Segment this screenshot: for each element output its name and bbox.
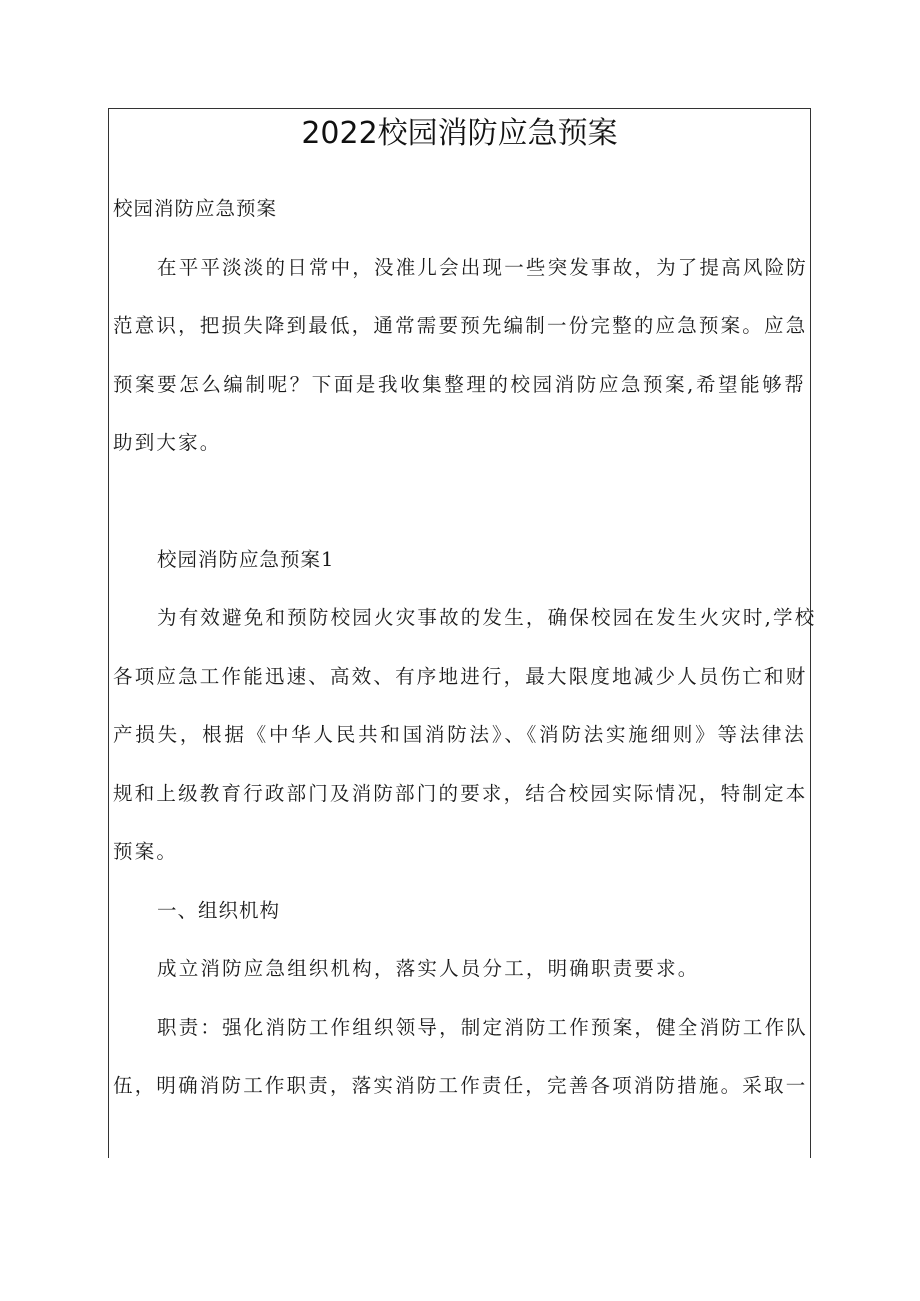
spacer [113,473,806,531]
purpose-line: 为有效避免和预防校园火灾事故的发生，确保校园在发生火灾时,学校 [157,606,817,629]
duty-line: 职责：强化消防工作组织领导，制定消防工作预案，健全消防工作队 [157,1015,809,1039]
intro-line: 预案要怎么编制呢？下面是我收集整理的校园消防应急预案,希望能够帮 [113,372,806,396]
intro-paragraph [113,239,809,473]
org-heading: 一、组织机构 [157,898,281,922]
purpose-line: 预案。 [113,840,179,863]
document-subtitle: 校园消防应急预案 [113,197,278,220]
intro-line: 助到大家。 [113,431,222,454]
org-paragraph [113,940,806,999]
org-line: 成立消防应急组织机构，落实人员分工，明确职责要求。 [157,957,700,980]
duty-line: 伍，明确消防工作职责，落实消防工作责任，完善各项消防措施。采取一 [113,1074,808,1097]
purpose-paragraph [113,589,817,882]
duty-paragraph [113,999,809,1116]
section-heading: 校园消防应急预案1 [157,547,335,571]
purpose-line: 规和上级教育行政部门及消防部门的要求，结合校园实际情况，特制定本 [113,781,808,805]
document-title: 2022校园消防应急预案 [301,116,618,151]
document-body [113,180,817,1116]
purpose-line: 产损失，根据《中华人民共和国消防法》、《消防法实施细则》等法律法 [113,723,806,746]
intro-line: 范意识，把损失降到最低，通常需要预先编制一份完整的应急预案。应急 [113,314,808,337]
purpose-line: 各项应急工作能迅速、高效、有序地进行，最大限度地减少人员伤亡和财 [113,664,808,688]
intro-line: 在平平淡淡的日常中，没准儿会出现一些突发事故，为了提高风险防 [157,255,809,279]
